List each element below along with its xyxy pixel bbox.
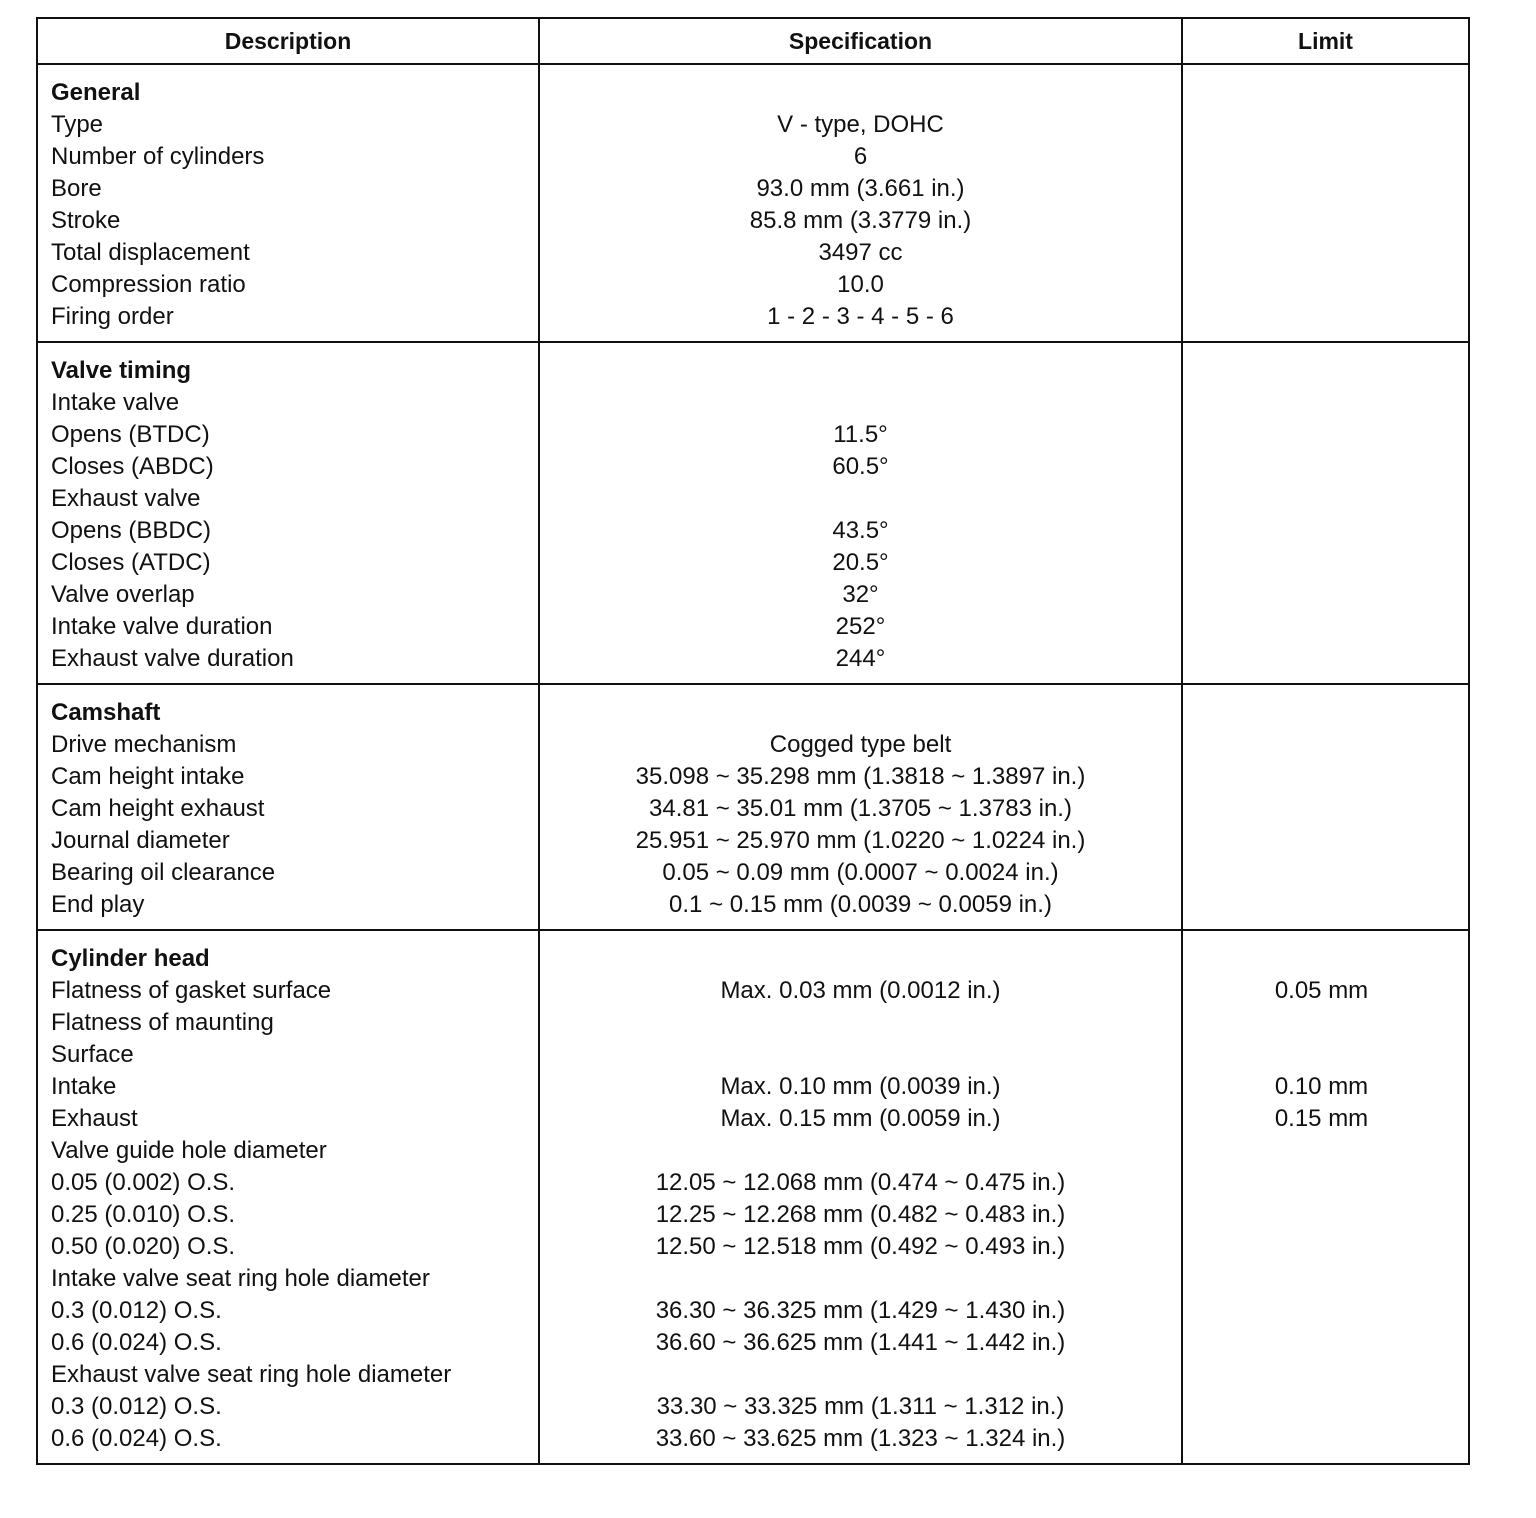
row-limit (1183, 1007, 1468, 1039)
row-description: Bearing oil clearance (51, 859, 276, 886)
row-limit (1183, 1327, 1468, 1359)
row-limit (1183, 1135, 1468, 1167)
row-description: 0.50 (0.020) O.S. (51, 1233, 236, 1260)
row-specification: 244° (835, 645, 886, 672)
row-description: Total displacement (51, 239, 250, 266)
row-description: Opens (BTDC) (51, 421, 210, 448)
section-title: Camshaft (51, 699, 161, 726)
row-limit (1183, 173, 1468, 205)
row-limit (1183, 793, 1468, 825)
specification-cell (539, 684, 1182, 930)
row-description: Exhaust (51, 1105, 138, 1132)
spacer (1183, 355, 1468, 387)
row-description: Stroke (51, 207, 121, 234)
row-specification: 10.0 (837, 271, 884, 298)
row-description: Bore (51, 175, 102, 202)
row-specification: 32° (842, 581, 879, 608)
specification-cell (539, 64, 1182, 342)
row-specification (540, 1359, 1181, 1391)
row-limit (1183, 643, 1468, 675)
spacer (540, 943, 1181, 975)
header-row (37, 18, 1469, 64)
header-specification: Specification (539, 18, 1182, 64)
row-limit: 0.10 mm (1274, 1073, 1369, 1100)
row-specification: 36.30 ~ 36.325 mm (1.429 ~ 1.430 in.) (655, 1297, 1066, 1324)
row-specification (540, 387, 1181, 419)
row-limit (1183, 761, 1468, 793)
row-limit (1183, 729, 1468, 761)
row-specification: 0.05 ~ 0.09 mm (0.0007 ~ 0.0024 in.) (662, 859, 1059, 886)
row-description: 0.3 (0.012) O.S. (51, 1393, 222, 1420)
row-specification: 0.1 ~ 0.15 mm (0.0039 ~ 0.0059 in.) (669, 891, 1052, 918)
spacer (540, 77, 1181, 109)
row-limit (1183, 1263, 1468, 1295)
row-limit (1183, 1167, 1468, 1199)
row-specification: 60.5° (832, 453, 889, 480)
spacer (1183, 77, 1468, 109)
row-specification: Max. 0.10 mm (0.0039 in.) (720, 1073, 1001, 1100)
row-specification: 12.05 ~ 12.068 mm (0.474 ~ 0.475 in.) (655, 1169, 1066, 1196)
row-description: Flatness of maunting (51, 1009, 274, 1036)
engine-spec-table (36, 17, 1470, 1465)
row-limit (1183, 1199, 1468, 1231)
row-specification: 252° (835, 613, 886, 640)
row-description: Flatness of gasket surface (51, 977, 332, 1004)
row-description: Drive mechanism (51, 731, 237, 758)
limit-cell (1182, 930, 1469, 1464)
row-description: 0.6 (0.024) O.S. (51, 1425, 222, 1452)
row-description: 0.6 (0.024) O.S. (51, 1329, 222, 1356)
spacer (540, 697, 1181, 729)
row-limit (1183, 237, 1468, 269)
row-description: Intake (51, 1073, 117, 1100)
row-specification: 20.5° (832, 549, 889, 576)
row-description: Firing order (51, 303, 174, 330)
row-description: Intake valve duration (51, 613, 273, 640)
description-cell (37, 684, 539, 930)
row-description: 0.3 (0.012) O.S. (51, 1297, 222, 1324)
row-specification: 36.60 ~ 36.625 mm (1.441 ~ 1.442 in.) (655, 1329, 1066, 1356)
row-specification: 85.8 mm (3.3779 in.) (749, 207, 972, 234)
row-specification: 33.60 ~ 33.625 mm (1.323 ~ 1.324 in.) (655, 1425, 1066, 1452)
row-limit (1183, 1231, 1468, 1263)
row-specification: 1 - 2 - 3 - 4 - 5 - 6 (767, 303, 954, 330)
limit-cell (1182, 342, 1469, 684)
row-specification: V - type, DOHC (777, 111, 944, 138)
row-description: Opens (BBDC) (51, 517, 212, 544)
row-limit (1183, 825, 1468, 857)
row-description: 0.05 (0.002) O.S. (51, 1169, 236, 1196)
row-specification: 11.5° (833, 421, 888, 448)
spacer (1183, 943, 1468, 975)
row-description: Closes (ABDC) (51, 453, 214, 480)
row-description: Closes (ATDC) (51, 549, 211, 576)
row-description: 0.25 (0.010) O.S. (51, 1201, 236, 1228)
row-limit (1183, 1359, 1468, 1391)
row-specification: 12.50 ~ 12.518 mm (0.492 ~ 0.493 in.) (655, 1233, 1066, 1260)
row-limit (1183, 579, 1468, 611)
row-specification: 33.30 ~ 33.325 mm (1.311 ~ 1.312 in.) (656, 1393, 1065, 1420)
row-limit (1183, 1039, 1468, 1071)
section-camshaft (37, 684, 1469, 930)
row-limit (1183, 419, 1468, 451)
header-description: Description (37, 18, 539, 64)
row-limit (1183, 1391, 1468, 1423)
row-specification: Max. 0.03 mm (0.0012 in.) (720, 977, 1001, 1004)
section-title: Cylinder head (51, 945, 210, 972)
section-cylinder-head (37, 930, 1469, 1464)
section-general (37, 64, 1469, 342)
spacer (1183, 697, 1468, 729)
row-limit (1183, 141, 1468, 173)
row-limit (1183, 269, 1468, 301)
section-valve-timing (37, 342, 1469, 684)
row-specification: Cogged type belt (769, 731, 952, 758)
row-limit (1183, 889, 1468, 921)
row-specification: 3497 cc (818, 239, 903, 266)
row-limit (1183, 109, 1468, 141)
section-title: Valve timing (51, 357, 192, 384)
row-specification: Max. 0.15 mm (0.0059 in.) (720, 1105, 1001, 1132)
row-specification (540, 1007, 1181, 1039)
row-limit (1183, 387, 1468, 419)
row-limit (1183, 547, 1468, 579)
row-description: Intake valve seat ring hole diameter (51, 1265, 430, 1292)
spacer (540, 355, 1181, 387)
row-limit (1183, 611, 1468, 643)
section-title: General (51, 79, 141, 106)
row-description: Number of cylinders (51, 143, 265, 170)
description-cell (37, 64, 539, 342)
row-limit (1183, 205, 1468, 237)
limit-cell (1182, 684, 1469, 930)
row-limit (1183, 1423, 1468, 1455)
description-cell (37, 342, 539, 684)
row-limit (1183, 483, 1468, 515)
row-description: Valve guide hole diameter (51, 1137, 327, 1164)
header-limit: Limit (1182, 18, 1469, 64)
row-limit (1183, 857, 1468, 889)
row-description: End play (51, 891, 145, 918)
row-specification (540, 1039, 1181, 1071)
description-cell (37, 930, 539, 1464)
row-description: Cam height exhaust (51, 795, 265, 822)
row-limit: 0.15 mm (1274, 1105, 1369, 1132)
row-specification (540, 1263, 1181, 1295)
row-limit (1183, 451, 1468, 483)
row-specification: 93.0 mm (3.661 in.) (756, 175, 965, 202)
row-specification: 25.951 ~ 25.970 mm (1.0220 ~ 1.0224 in.) (635, 827, 1086, 854)
row-description: Exhaust valve seat ring hole diameter (51, 1361, 452, 1388)
row-description: Cam height intake (51, 763, 245, 790)
row-description: Exhaust valve (51, 485, 201, 512)
row-description: Intake valve (51, 389, 180, 416)
row-description: Journal diameter (51, 827, 230, 854)
spec-body (37, 64, 1469, 1464)
specification-cell (539, 930, 1182, 1464)
row-description: Type (51, 111, 104, 138)
row-specification (540, 1135, 1181, 1167)
row-limit (1183, 515, 1468, 547)
row-limit (1183, 1295, 1468, 1327)
row-description: Exhaust valve duration (51, 645, 294, 672)
row-specification: 6 (853, 143, 868, 170)
row-description: Valve overlap (51, 581, 195, 608)
row-specification: 12.25 ~ 12.268 mm (0.482 ~ 0.483 in.) (655, 1201, 1066, 1228)
row-limit: 0.05 mm (1274, 977, 1369, 1004)
row-description: Surface (51, 1041, 134, 1068)
row-specification: 34.81 ~ 35.01 mm (1.3705 ~ 1.3783 in.) (649, 795, 1072, 822)
limit-cell (1182, 64, 1469, 342)
row-specification: 35.098 ~ 35.298 mm (1.3818 ~ 1.3897 in.) (635, 763, 1086, 790)
row-description: Compression ratio (51, 271, 246, 298)
row-specification (540, 483, 1181, 515)
specification-cell (539, 342, 1182, 684)
row-specification: 43.5° (832, 517, 889, 544)
row-limit (1183, 301, 1468, 333)
